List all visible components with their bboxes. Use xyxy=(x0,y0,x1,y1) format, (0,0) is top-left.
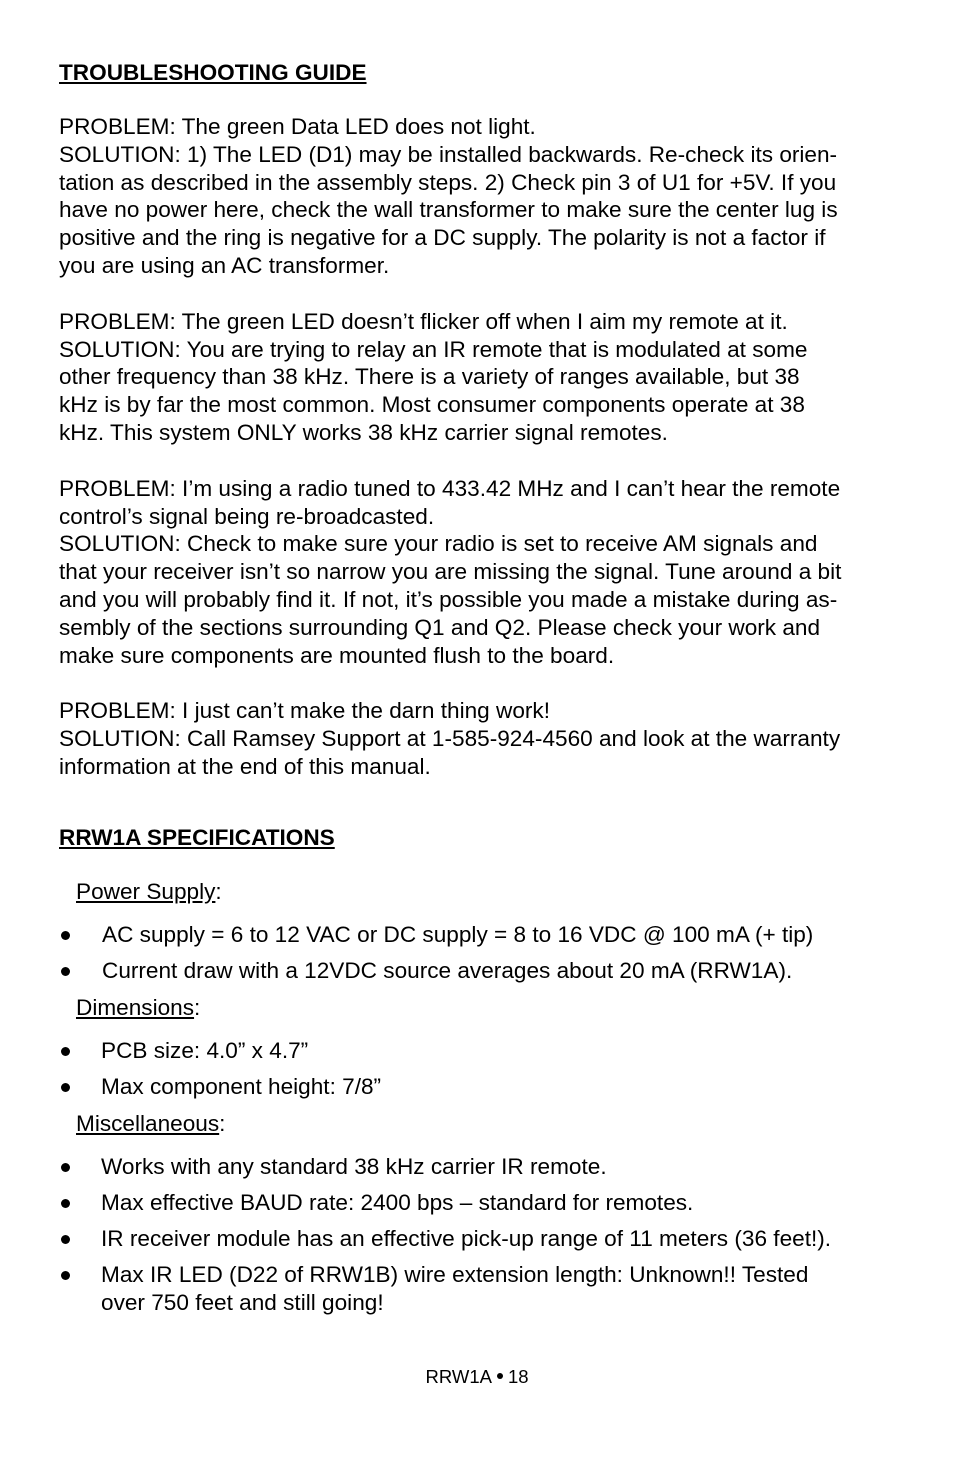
solution-line: make sure components are mounted flush to the board. xyxy=(59,642,615,668)
power-supply-label: Power Supply xyxy=(76,878,216,904)
troubleshooting-item xyxy=(59,113,899,280)
list-item xyxy=(59,1261,899,1317)
list-item xyxy=(59,957,899,985)
specifications-heading: RRW1A SPECIFICATIONS xyxy=(59,824,335,850)
page-footer xyxy=(0,1366,954,1388)
solution-line: have no power here, check the wall transformer to make sure the center lug is xyxy=(59,197,838,223)
dimensions-label: Dimensions xyxy=(76,994,195,1020)
list-item-text: PCB size: 4.0” x 4.7” xyxy=(101,1037,309,1063)
problem-line: PROBLEM: The green LED doesn’t flicker off when I aim my remote at it. xyxy=(59,308,788,334)
power-supply-subheading xyxy=(59,877,899,907)
bullet-icon xyxy=(61,931,70,940)
miscellaneous-subheading xyxy=(59,1109,899,1139)
solution-line: other frequency than 38 kHz. There is a variety of ranges available, but 38 xyxy=(59,364,800,390)
solution-line: sembly of the sections surrounding Q1 and Q2. Please check your work and xyxy=(59,614,821,640)
bullet-icon xyxy=(61,1199,70,1208)
list-item xyxy=(59,1189,899,1217)
problem-line: control’s signal being re-broadcasted. xyxy=(59,503,435,529)
list-item xyxy=(59,1153,899,1181)
solution-line: SOLUTION: Call Ramsey Support at 1-585-924-4560 and look at the warranty xyxy=(59,726,841,752)
list-item xyxy=(59,1037,899,1065)
miscellaneous-label: Miscellaneous xyxy=(76,1110,220,1136)
list-item-text xyxy=(101,1261,899,1317)
dimensions-subheading xyxy=(59,993,899,1023)
solution-line: positive and the ring is negative for a DC supply. The polarity is not a factor if xyxy=(59,225,826,251)
solution-line: SOLUTION: 1) The LED (D1) may be installed backwards. Re-check its orien- xyxy=(59,141,838,167)
power-supply-list xyxy=(59,921,899,985)
bullet-icon xyxy=(61,1083,70,1092)
solution-line: and you will probably find it. If not, it’s possible you made a mistake during as- xyxy=(59,586,838,612)
bullet-icon xyxy=(61,1047,70,1056)
list-item xyxy=(59,1073,899,1101)
list-item-text: Max effective BAUD rate: 2400 bps – standard for remotes. xyxy=(101,1189,694,1215)
bullet-icon xyxy=(61,1235,70,1244)
problem-line: PROBLEM: I’m using a radio tuned to 433.42 MHz and I can’t hear the remote xyxy=(59,475,841,501)
bullet-icon xyxy=(61,1163,70,1172)
bullet-icon xyxy=(61,1271,70,1280)
troubleshooting-heading: TROUBLESHOOTING GUIDE xyxy=(59,60,367,85)
problem-line: PROBLEM: The green Data LED does not light. xyxy=(59,114,536,139)
solution-line: that your receiver isn’t so narrow you are missing the signal. Tune around a bit xyxy=(59,559,842,585)
miscellaneous-colon: : xyxy=(219,1110,226,1136)
miscellaneous-list xyxy=(59,1153,899,1317)
list-item-text: Max component height: 7/8” xyxy=(101,1073,382,1099)
solution-line: SOLUTION: Check to make sure your radio is set to receive AM signals and xyxy=(59,531,818,557)
list-item-text: AC supply = 6 to 12 VAC or DC supply = 8 to 16 VDC @ 100 mA (+ tip) xyxy=(102,921,814,947)
list-item xyxy=(59,921,899,949)
list-item-text: Current draw with a 12VDC source averages about 20 mA (RRW1A). xyxy=(102,957,793,983)
troubleshooting-item xyxy=(59,475,899,670)
list-item-text: IR receiver module has an effective pick-up range of 11 meters (36 feet!). xyxy=(101,1225,832,1251)
power-supply-colon: : xyxy=(215,878,222,904)
troubleshooting-item xyxy=(59,697,899,780)
solution-line: SOLUTION: You are trying to relay an IR remote that is modulated at some xyxy=(59,336,808,362)
dimensions-list xyxy=(59,1037,899,1101)
bullet-icon xyxy=(61,967,70,976)
bullet-separator-icon xyxy=(497,1373,503,1379)
troubleshooting-item xyxy=(59,308,899,447)
list-item xyxy=(59,1225,899,1253)
page-number: 18 xyxy=(507,1366,529,1387)
solution-line: information at the end of this manual. xyxy=(59,753,431,779)
footer-model: RRW1A xyxy=(425,1366,492,1387)
list-item-line: over 750 feet and still going! xyxy=(101,1289,384,1315)
list-item-line: Max IR LED (D22 of RRW1B) wire extension length: Unknown!! Tested xyxy=(101,1261,809,1287)
solution-line: kHz. This system ONLY works 38 kHz carrier signal remotes. xyxy=(59,419,668,445)
solution-line: kHz is by far the most common. Most consumer components operate at 38 xyxy=(59,392,805,418)
solution-line: tation as described in the assembly steps. 2) Check pin 3 of U1 for +5V. If you xyxy=(59,169,837,195)
document-page xyxy=(59,58,899,1317)
list-item-text: Works with any standard 38 kHz carrier IR remote. xyxy=(101,1153,607,1179)
problem-line: PROBLEM: I just can’t make the darn thing work! xyxy=(59,698,550,724)
dimensions-colon: : xyxy=(194,994,201,1020)
solution-line: you are using an AC transformer. xyxy=(59,252,390,278)
